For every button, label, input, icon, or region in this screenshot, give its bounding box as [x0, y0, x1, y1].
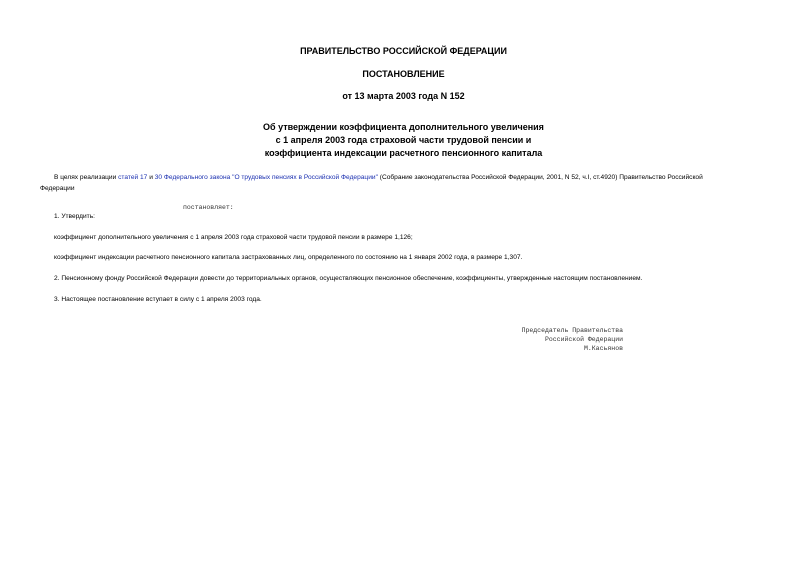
document-title — [0, 121, 807, 160]
coefficient-2: коэффициент индексации расчетного пенсионного капитала застрахованных лиц, определенного по состоянию на 1 января 2002 года, в размере 1,307. — [54, 254, 523, 261]
document-type: ПОСТАНОВЛЕНИЕ — [362, 69, 445, 79]
link-article-17[interactable]: статей 17 — [118, 174, 148, 181]
government-heading: ПРАВИТЕЛЬСТВО РОССИЙСКОЙ ФЕДЕРАЦИИ — [300, 46, 507, 56]
preamble-line-2: Федерации — [40, 185, 75, 192]
signature-name: М.Касьянов — [583, 345, 623, 352]
signature-country: Российской Федерации — [544, 336, 623, 343]
item-1: 1. Утвердить: — [54, 213, 95, 220]
preamble-and: и — [147, 174, 155, 181]
decree-word: постановляет: — [183, 204, 234, 211]
document-date-number: от 13 марта 2003 года N 152 — [342, 91, 465, 101]
title-line-2: с 1 апреля 2003 года страховой части трудовой пенсии и — [275, 135, 532, 145]
coefficient-1: коэффициент дополнительного увеличения с 1 апреля 2003 года страховой части трудовой пенсии в размере 1,126; — [54, 234, 413, 241]
signature-position: Председатель Правительства — [521, 327, 623, 334]
item-3: 3. Настоящее постановление вступает в силу с 1 апреля 2003 года. — [54, 296, 262, 303]
title-line-3: коэффициента индексации расчетного пенсионного капитала — [264, 148, 543, 158]
signature-block — [500, 326, 623, 353]
preamble-intro: В целях реализации — [54, 174, 119, 181]
link-federal-law[interactable]: Федерального закона "О трудовых пенсиях в Российской Федерации" — [163, 174, 378, 181]
preamble-rest: (Собрание законодательства Российской Федерации, 2001, N 52, ч.I, ст.4920) Правительство Российской — [377, 174, 703, 181]
link-article-30[interactable]: 30 — [154, 174, 163, 181]
item-2: 2. Пенсионному фонду Российской Федерации довести до территориальных органов, осуществляющих пенсионное обеспечение, коэффициенты, утвержденные настоящим постановлением. — [54, 275, 643, 282]
title-line-1: Об утверждении коэффициента дополнительного увеличения — [263, 122, 544, 132]
preamble-line-1 — [54, 172, 703, 183]
